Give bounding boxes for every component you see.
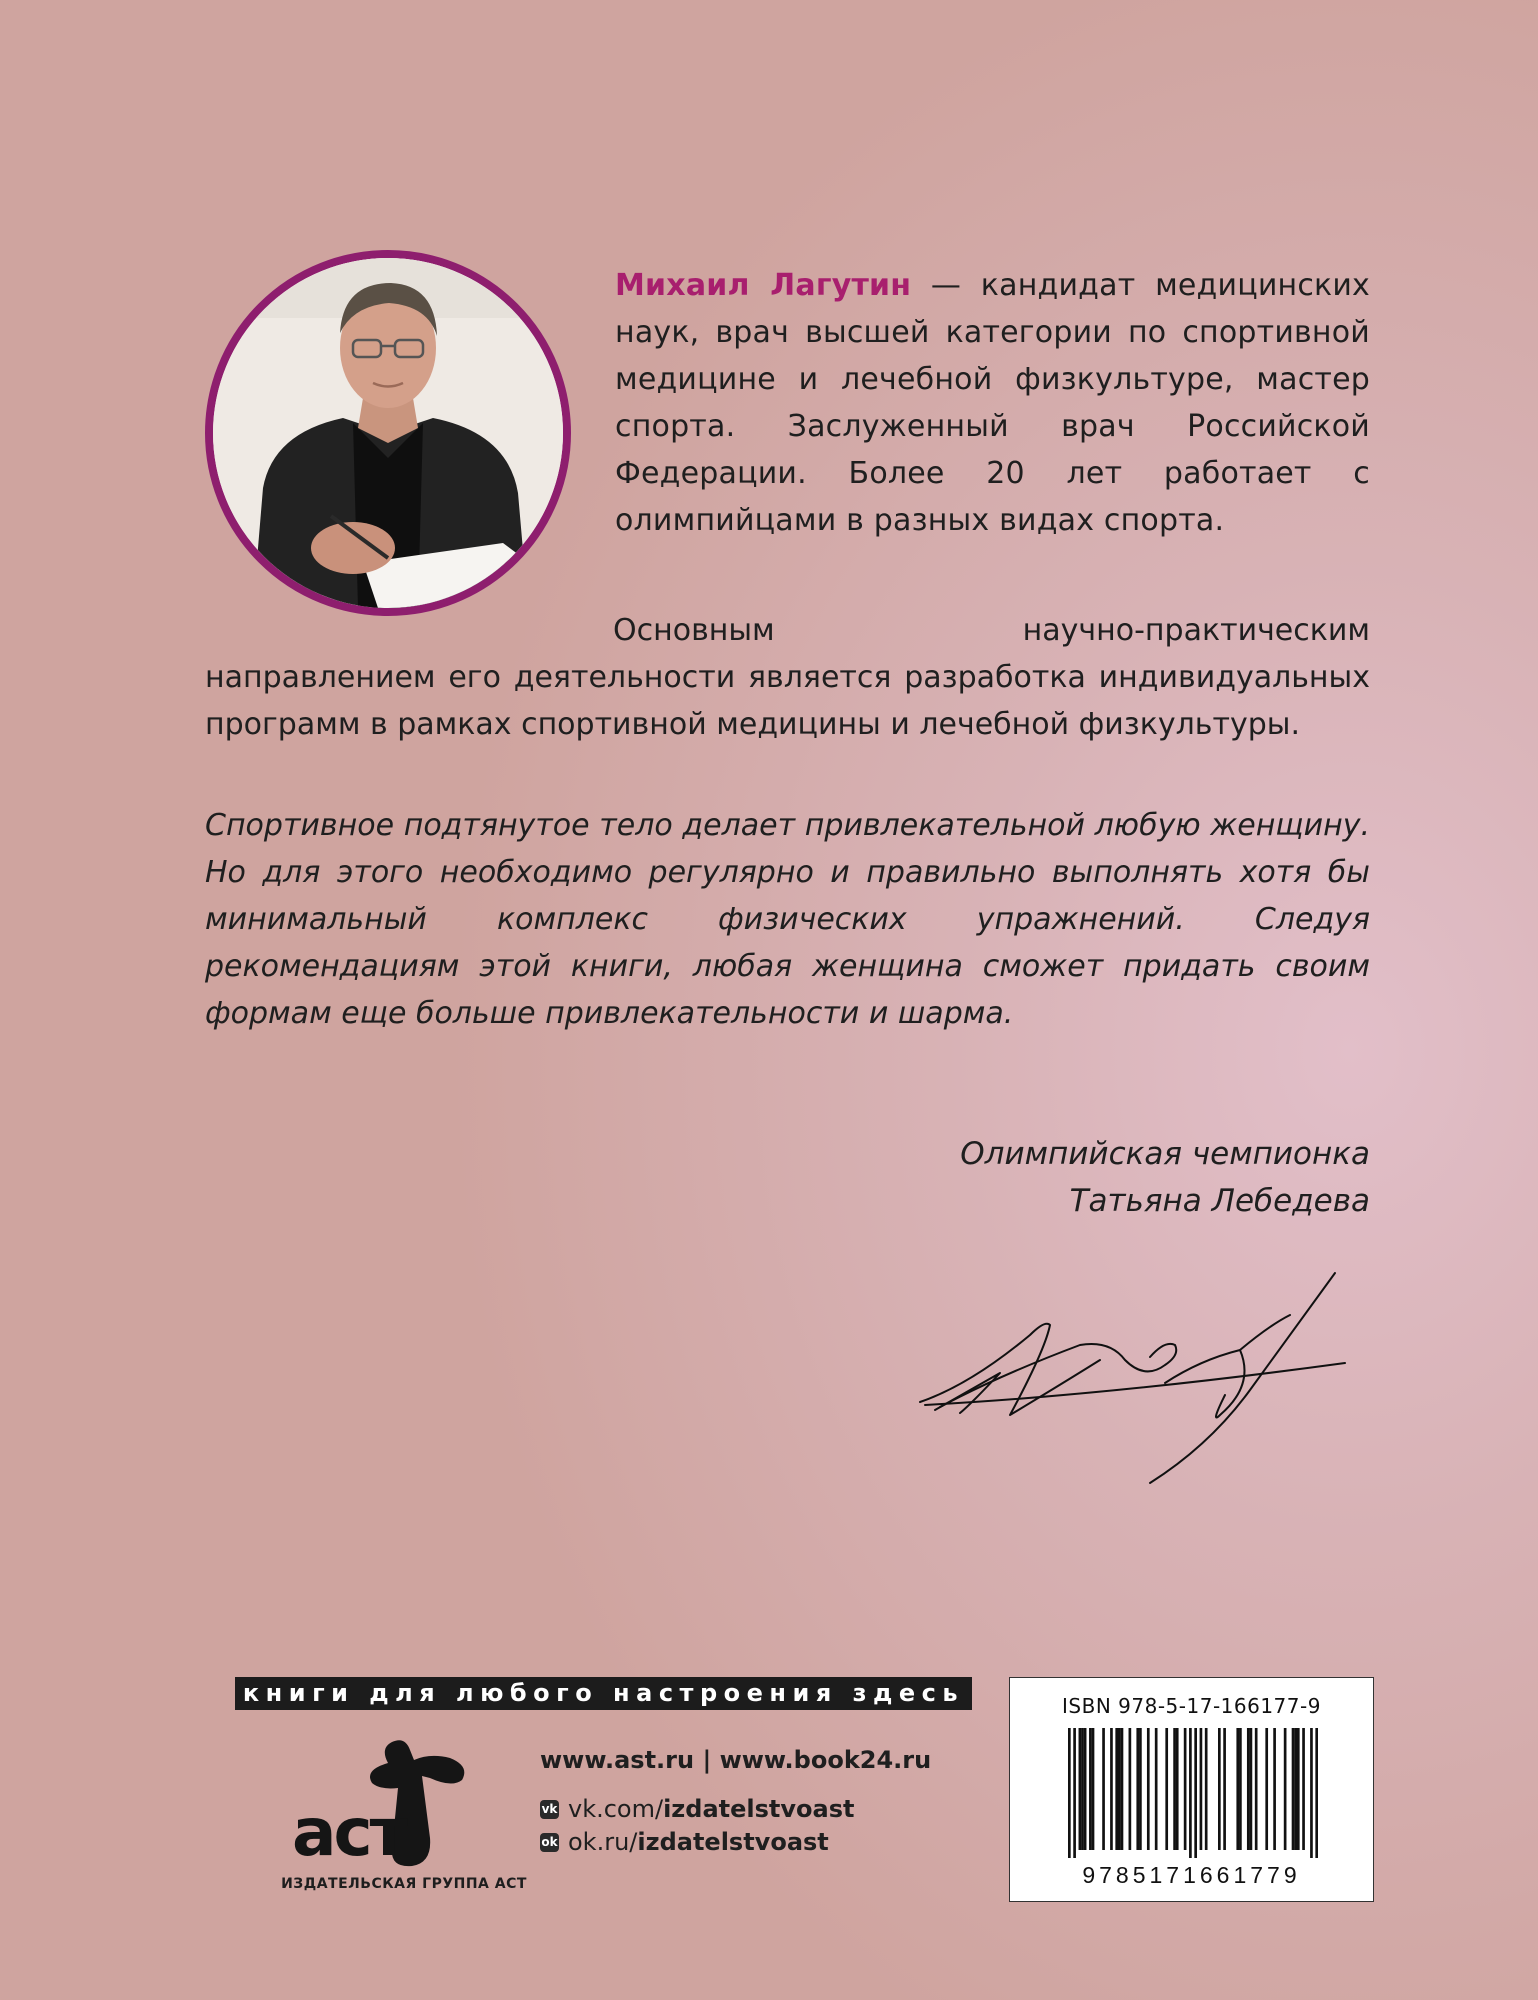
publisher-name: ИЗДАТЕЛЬСКАЯ ГРУППА АСТ bbox=[281, 1876, 527, 1892]
vk-link-handle: izdatelstvoast bbox=[663, 1795, 855, 1823]
barcode-bar bbox=[1250, 1728, 1253, 1850]
author-photo bbox=[205, 250, 571, 616]
barcode-bar bbox=[1089, 1728, 1092, 1850]
barcode-bar bbox=[1129, 1728, 1132, 1850]
publisher-banner: книги для любого настроения здесь bbox=[235, 1677, 972, 1710]
barcode-bar bbox=[1273, 1728, 1276, 1850]
barcode-bar bbox=[1310, 1728, 1313, 1858]
barcode-bar bbox=[1176, 1728, 1179, 1850]
barcode-bar bbox=[1139, 1728, 1142, 1850]
barcode-bar bbox=[1200, 1728, 1203, 1850]
barcode-bar bbox=[1189, 1728, 1192, 1858]
barcode-bar bbox=[1205, 1728, 1208, 1850]
barcode-bar bbox=[1173, 1728, 1176, 1850]
quote-author-name: Татьяна Лебедева bbox=[1069, 1183, 1370, 1219]
vk-link-prefix: vk.com/ bbox=[568, 1795, 664, 1823]
isbn-barcode-box bbox=[1009, 1677, 1374, 1902]
barcode-bar bbox=[1294, 1728, 1297, 1850]
barcode-bar bbox=[1102, 1728, 1105, 1850]
barcode-bar bbox=[1081, 1728, 1084, 1850]
barcode-bar bbox=[1079, 1728, 1082, 1850]
barcode-bar bbox=[1118, 1728, 1121, 1850]
barcode-bar bbox=[1155, 1728, 1158, 1850]
barcode-bar bbox=[1236, 1728, 1239, 1850]
barcode-bar bbox=[1068, 1728, 1071, 1858]
barcode-bar bbox=[1092, 1728, 1095, 1850]
barcode-bar bbox=[1073, 1728, 1076, 1858]
barcode-bar bbox=[1110, 1728, 1113, 1850]
author-bio bbox=[615, 262, 1370, 544]
barcode-bar bbox=[1247, 1728, 1250, 1850]
barcode-bar bbox=[1239, 1728, 1242, 1850]
barcode bbox=[1068, 1728, 1318, 1858]
barcode-bar bbox=[1194, 1728, 1197, 1858]
barcode-bar bbox=[1165, 1728, 1168, 1850]
barcode-bar bbox=[1136, 1728, 1139, 1850]
barcode-bar bbox=[1115, 1728, 1118, 1850]
barcode-bar bbox=[1121, 1728, 1124, 1850]
quote-author bbox=[960, 1131, 1370, 1225]
ean-number: 9785171661779 bbox=[1082, 1862, 1301, 1888]
barcode-bar bbox=[1147, 1728, 1150, 1850]
endorsement-quote: Спортивное подтянутое тело делает привлекательной любую женщину. Но для этого необходимо регулярно и правильно выполнять хотя бы минимальный комплекс физических упражнений. Следуя рекомендациям этой книги, любая женщина сможет придать своим формам еще больше привлекательности и шарма. bbox=[205, 808, 1370, 1031]
author-name: Михаил Лагутин bbox=[615, 268, 912, 303]
publisher-websites[interactable]: www.ast.ru | www.book24.ru bbox=[540, 1746, 932, 1774]
ok-link-handle: izdatelstvoast bbox=[637, 1828, 829, 1856]
ok-link-prefix: ok.ru/ bbox=[568, 1828, 638, 1856]
barcode-bar bbox=[1223, 1728, 1226, 1850]
barcode-bar bbox=[1184, 1728, 1187, 1850]
ok-icon: ok bbox=[540, 1833, 559, 1852]
barcode-bar bbox=[1315, 1728, 1318, 1858]
barcode-bar bbox=[1255, 1728, 1258, 1850]
barcode-bar bbox=[1084, 1728, 1087, 1850]
vk-link[interactable] bbox=[540, 1795, 854, 1823]
signature bbox=[910, 1265, 1355, 1495]
ok-link[interactable] bbox=[540, 1828, 829, 1856]
barcode-bar bbox=[1265, 1728, 1268, 1850]
isbn-label: ISBN 978-5-17-166177-9 bbox=[1062, 1694, 1321, 1718]
barcode-bar bbox=[1284, 1728, 1287, 1850]
barcode-bar bbox=[1302, 1728, 1305, 1850]
barcode-bar bbox=[1297, 1728, 1300, 1850]
quote-author-title: Олимпийская чемпионка bbox=[960, 1136, 1370, 1172]
vk-icon: vk bbox=[540, 1800, 559, 1819]
research-paragraph: Основным научно-практическим направлением его деятельности является разработка индивидуальных программ в рамках спортивной медицины и лечебной физкультуры. bbox=[205, 613, 1370, 742]
author-bio-text: — кандидат медицинских наук, врач высшей категории по спортивной медицине и лечебной физкультуре, мастер спорта. Заслуженный врач Российской Федерации. Более 20 лет работает с олимпийцами в разных видах спорта. bbox=[615, 268, 1370, 538]
barcode-bar bbox=[1218, 1728, 1221, 1850]
ast-logo-text: аст bbox=[292, 1794, 405, 1871]
barcode-bar bbox=[1292, 1728, 1295, 1850]
